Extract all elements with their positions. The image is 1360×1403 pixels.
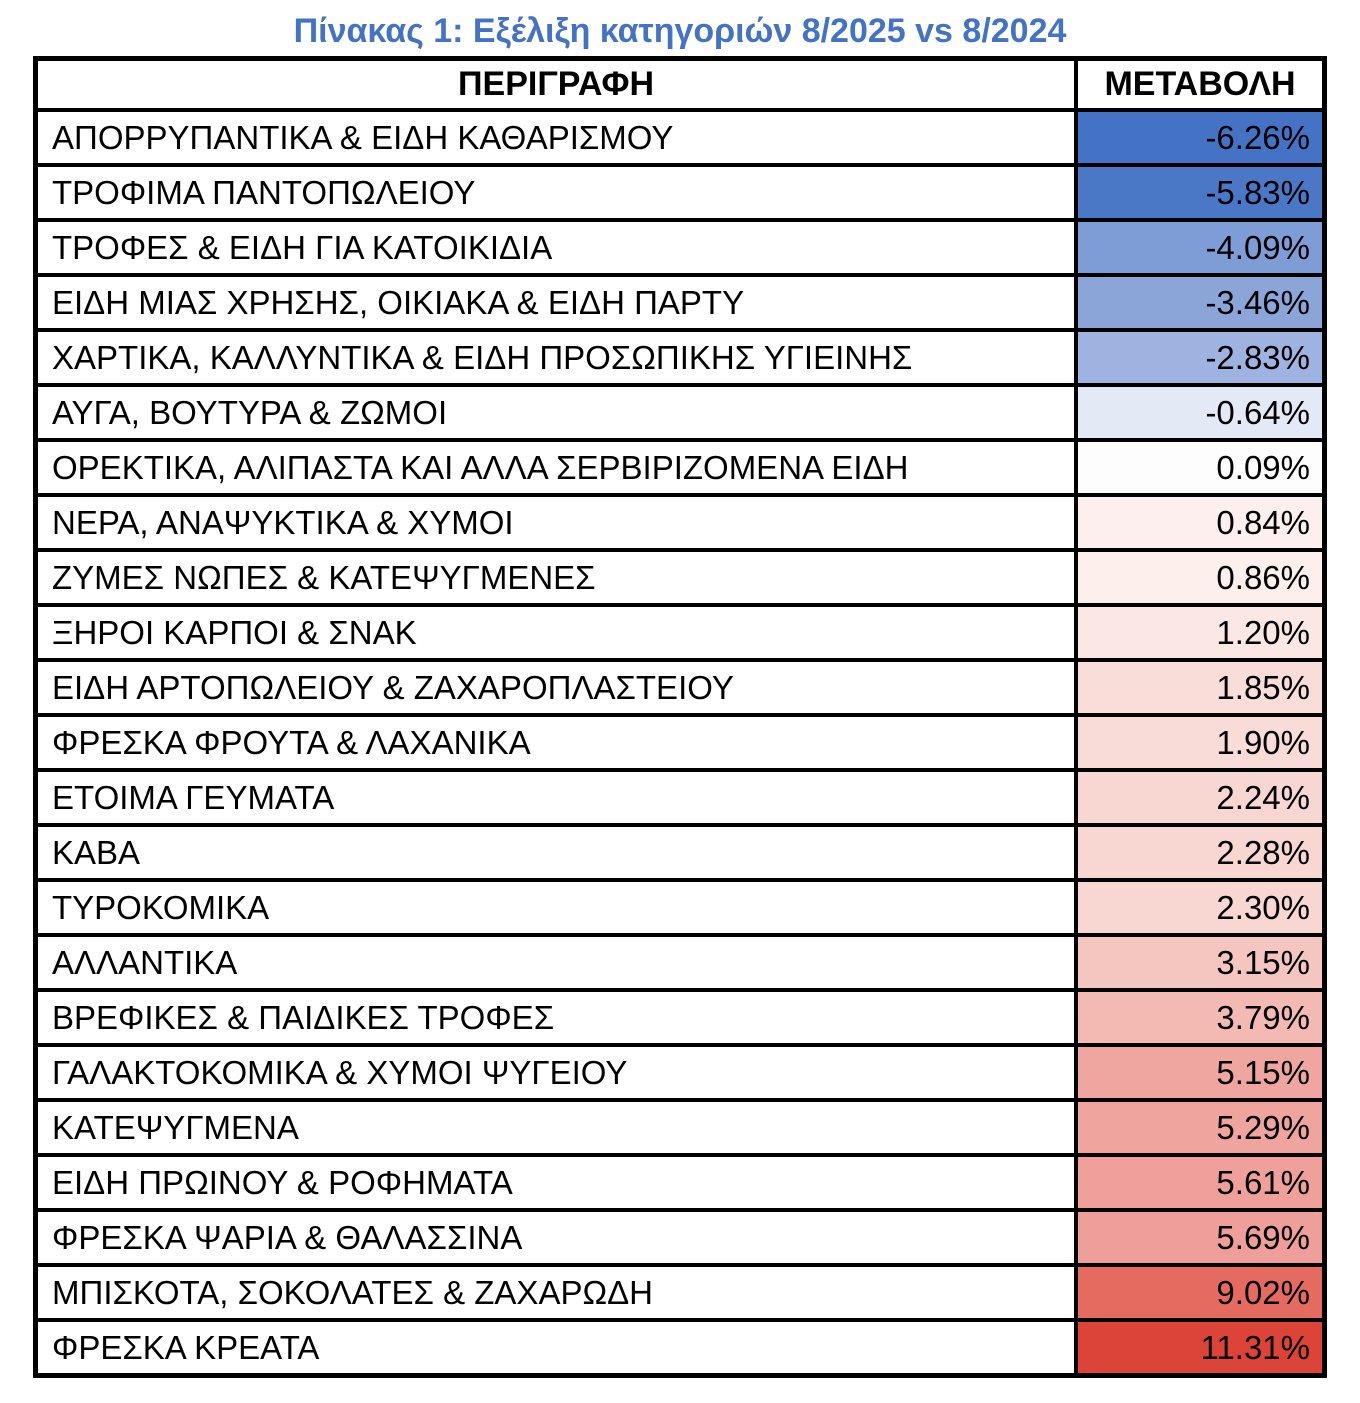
- change-cell: 5.15%: [1076, 1045, 1325, 1100]
- table-row: [36, 1210, 1325, 1265]
- table-row: [36, 990, 1325, 1045]
- category-cell: ΕΤΟΙΜΑ ΓΕΥΜΑΤΑ: [36, 770, 1077, 825]
- header-row: [36, 59, 1325, 111]
- column-header-description: ΠΕΡΙΓΡΑΦΗ: [36, 59, 1077, 111]
- table-row: [36, 605, 1325, 660]
- category-cell: ΤΡΟΦΕΣ & ΕΙΔΗ ΓΙΑ ΚΑΤΟΙΚΙΔΙΑ: [36, 220, 1077, 275]
- change-cell: -0.64%: [1076, 385, 1325, 440]
- table-row: [36, 1045, 1325, 1100]
- category-cell: ΑΛΛΑΝΤΙΚΑ: [36, 935, 1077, 990]
- category-cell: ΓΑΛΑΚΤΟΚΟΜΙΚΑ & ΧΥΜΟΙ ΨΥΓΕΙΟΥ: [36, 1045, 1077, 1100]
- table-row: [36, 1100, 1325, 1155]
- table-row: [36, 1320, 1325, 1376]
- table-row: [36, 935, 1325, 990]
- change-cell: 0.84%: [1076, 495, 1325, 550]
- change-cell: -2.83%: [1076, 330, 1325, 385]
- table-body: [36, 110, 1325, 1376]
- table-container: [33, 10, 1327, 1378]
- table-row: [36, 275, 1325, 330]
- category-cell: ΕΙΔΗ ΠΡΩΙΝΟΥ & ΡΟΦΗΜΑΤΑ: [36, 1155, 1077, 1210]
- change-cell: 5.61%: [1076, 1155, 1325, 1210]
- table-header: [36, 59, 1325, 111]
- table-row: [36, 385, 1325, 440]
- category-cell: ΞΗΡΟΙ ΚΑΡΠΟΙ & ΣΝΑΚ: [36, 605, 1077, 660]
- table-row: [36, 330, 1325, 385]
- category-cell: ΑΥΓΑ, ΒΟΥΤΥΡΑ & ΖΩΜΟΙ: [36, 385, 1077, 440]
- table-row: [36, 715, 1325, 770]
- category-cell: ΑΠΟΡΡΥΠΑΝΤΙΚΑ & ΕΙΔΗ ΚΑΘΑΡΙΣΜΟΥ: [36, 110, 1077, 165]
- category-cell: ΦΡΕΣΚΑ ΨΑΡΙΑ & ΘΑΛΑΣΣΙΝΑ: [36, 1210, 1077, 1265]
- category-cell: ΖΥΜΕΣ ΝΩΠΕΣ & ΚΑΤΕΨΥΓΜΕΝΕΣ: [36, 550, 1077, 605]
- change-cell: 5.29%: [1076, 1100, 1325, 1155]
- change-cell: 1.90%: [1076, 715, 1325, 770]
- change-cell: -6.26%: [1076, 110, 1325, 165]
- category-cell: ΕΙΔΗ ΑΡΤΟΠΩΛΕΙΟΥ & ΖΑΧΑΡΟΠΛΑΣΤΕΙΟΥ: [36, 660, 1077, 715]
- change-cell: -4.09%: [1076, 220, 1325, 275]
- category-cell: ΤΡΟΦΙΜΑ ΠΑΝΤΟΠΩΛΕΙΟΥ: [36, 165, 1077, 220]
- category-cell: ΒΡΕΦΙΚΕΣ & ΠΑΙΔΙΚΕΣ ΤΡΟΦΕΣ: [36, 990, 1077, 1045]
- table-row: [36, 165, 1325, 220]
- change-cell: 2.24%: [1076, 770, 1325, 825]
- category-cell: ΤΥΡΟΚΟΜΙΚΑ: [36, 880, 1077, 935]
- table-row: [36, 440, 1325, 495]
- change-cell: 1.85%: [1076, 660, 1325, 715]
- table-row: [36, 1155, 1325, 1210]
- change-cell: 2.28%: [1076, 825, 1325, 880]
- table-row: [36, 825, 1325, 880]
- change-cell: 3.79%: [1076, 990, 1325, 1045]
- change-cell: 2.30%: [1076, 880, 1325, 935]
- table-row: [36, 1265, 1325, 1320]
- table-row: [36, 550, 1325, 605]
- category-cell: ΕΙΔΗ ΜΙΑΣ ΧΡΗΣΗΣ, ΟΙΚΙΑΚΑ & ΕΙΔΗ ΠΑΡΤΥ: [36, 275, 1077, 330]
- category-cell: ΚΑΒΑ: [36, 825, 1077, 880]
- page-title: Πίνακας 1: Εξέλιξη κατηγοριών 8/2025 vs 8/2024: [293, 12, 1067, 50]
- categories-table: [33, 56, 1327, 1378]
- change-cell: 5.69%: [1076, 1210, 1325, 1265]
- change-cell: 0.09%: [1076, 440, 1325, 495]
- column-header-change: ΜΕΤΑΒΟΛΗ: [1076, 59, 1325, 111]
- change-cell: -5.83%: [1076, 165, 1325, 220]
- change-cell: 3.15%: [1076, 935, 1325, 990]
- category-cell: ΟΡΕΚΤΙΚΑ, ΑΛΙΠΑΣΤΑ ΚΑΙ ΑΛΛΑ ΣΕΡΒΙΡΙΖΟΜΕΝΑ ΕΙΔΗ: [36, 440, 1077, 495]
- change-cell: 11.31%: [1076, 1320, 1325, 1376]
- table-row: [36, 770, 1325, 825]
- change-cell: 0.86%: [1076, 550, 1325, 605]
- table-row: [36, 220, 1325, 275]
- table-row: [36, 495, 1325, 550]
- table-row: [36, 660, 1325, 715]
- change-cell: 9.02%: [1076, 1265, 1325, 1320]
- table-row: [36, 880, 1325, 935]
- category-cell: ΜΠΙΣΚΟΤΑ, ΣΟΚΟΛΑΤΕΣ & ΖΑΧΑΡΩΔΗ: [36, 1265, 1077, 1320]
- category-cell: ΦΡΕΣΚΑ ΦΡΟΥΤΑ & ΛΑΧΑΝΙΚΑ: [36, 715, 1077, 770]
- table-row: [36, 110, 1325, 165]
- category-cell: ΚΑΤΕΨΥΓΜΕΝΑ: [36, 1100, 1077, 1155]
- change-cell: 1.20%: [1076, 605, 1325, 660]
- category-cell: ΧΑΡΤΙΚΑ, ΚΑΛΛΥΝΤΙΚΑ & ΕΙΔΗ ΠΡΟΣΩΠΙΚΗΣ ΥΓΙΕΙΝΗΣ: [36, 330, 1077, 385]
- category-cell: ΝΕΡΑ, ΑΝΑΨΥΚΤΙΚΑ & ΧΥΜΟΙ: [36, 495, 1077, 550]
- change-cell: -3.46%: [1076, 275, 1325, 330]
- category-cell: ΦΡΕΣΚΑ ΚΡΕΑΤΑ: [36, 1320, 1077, 1376]
